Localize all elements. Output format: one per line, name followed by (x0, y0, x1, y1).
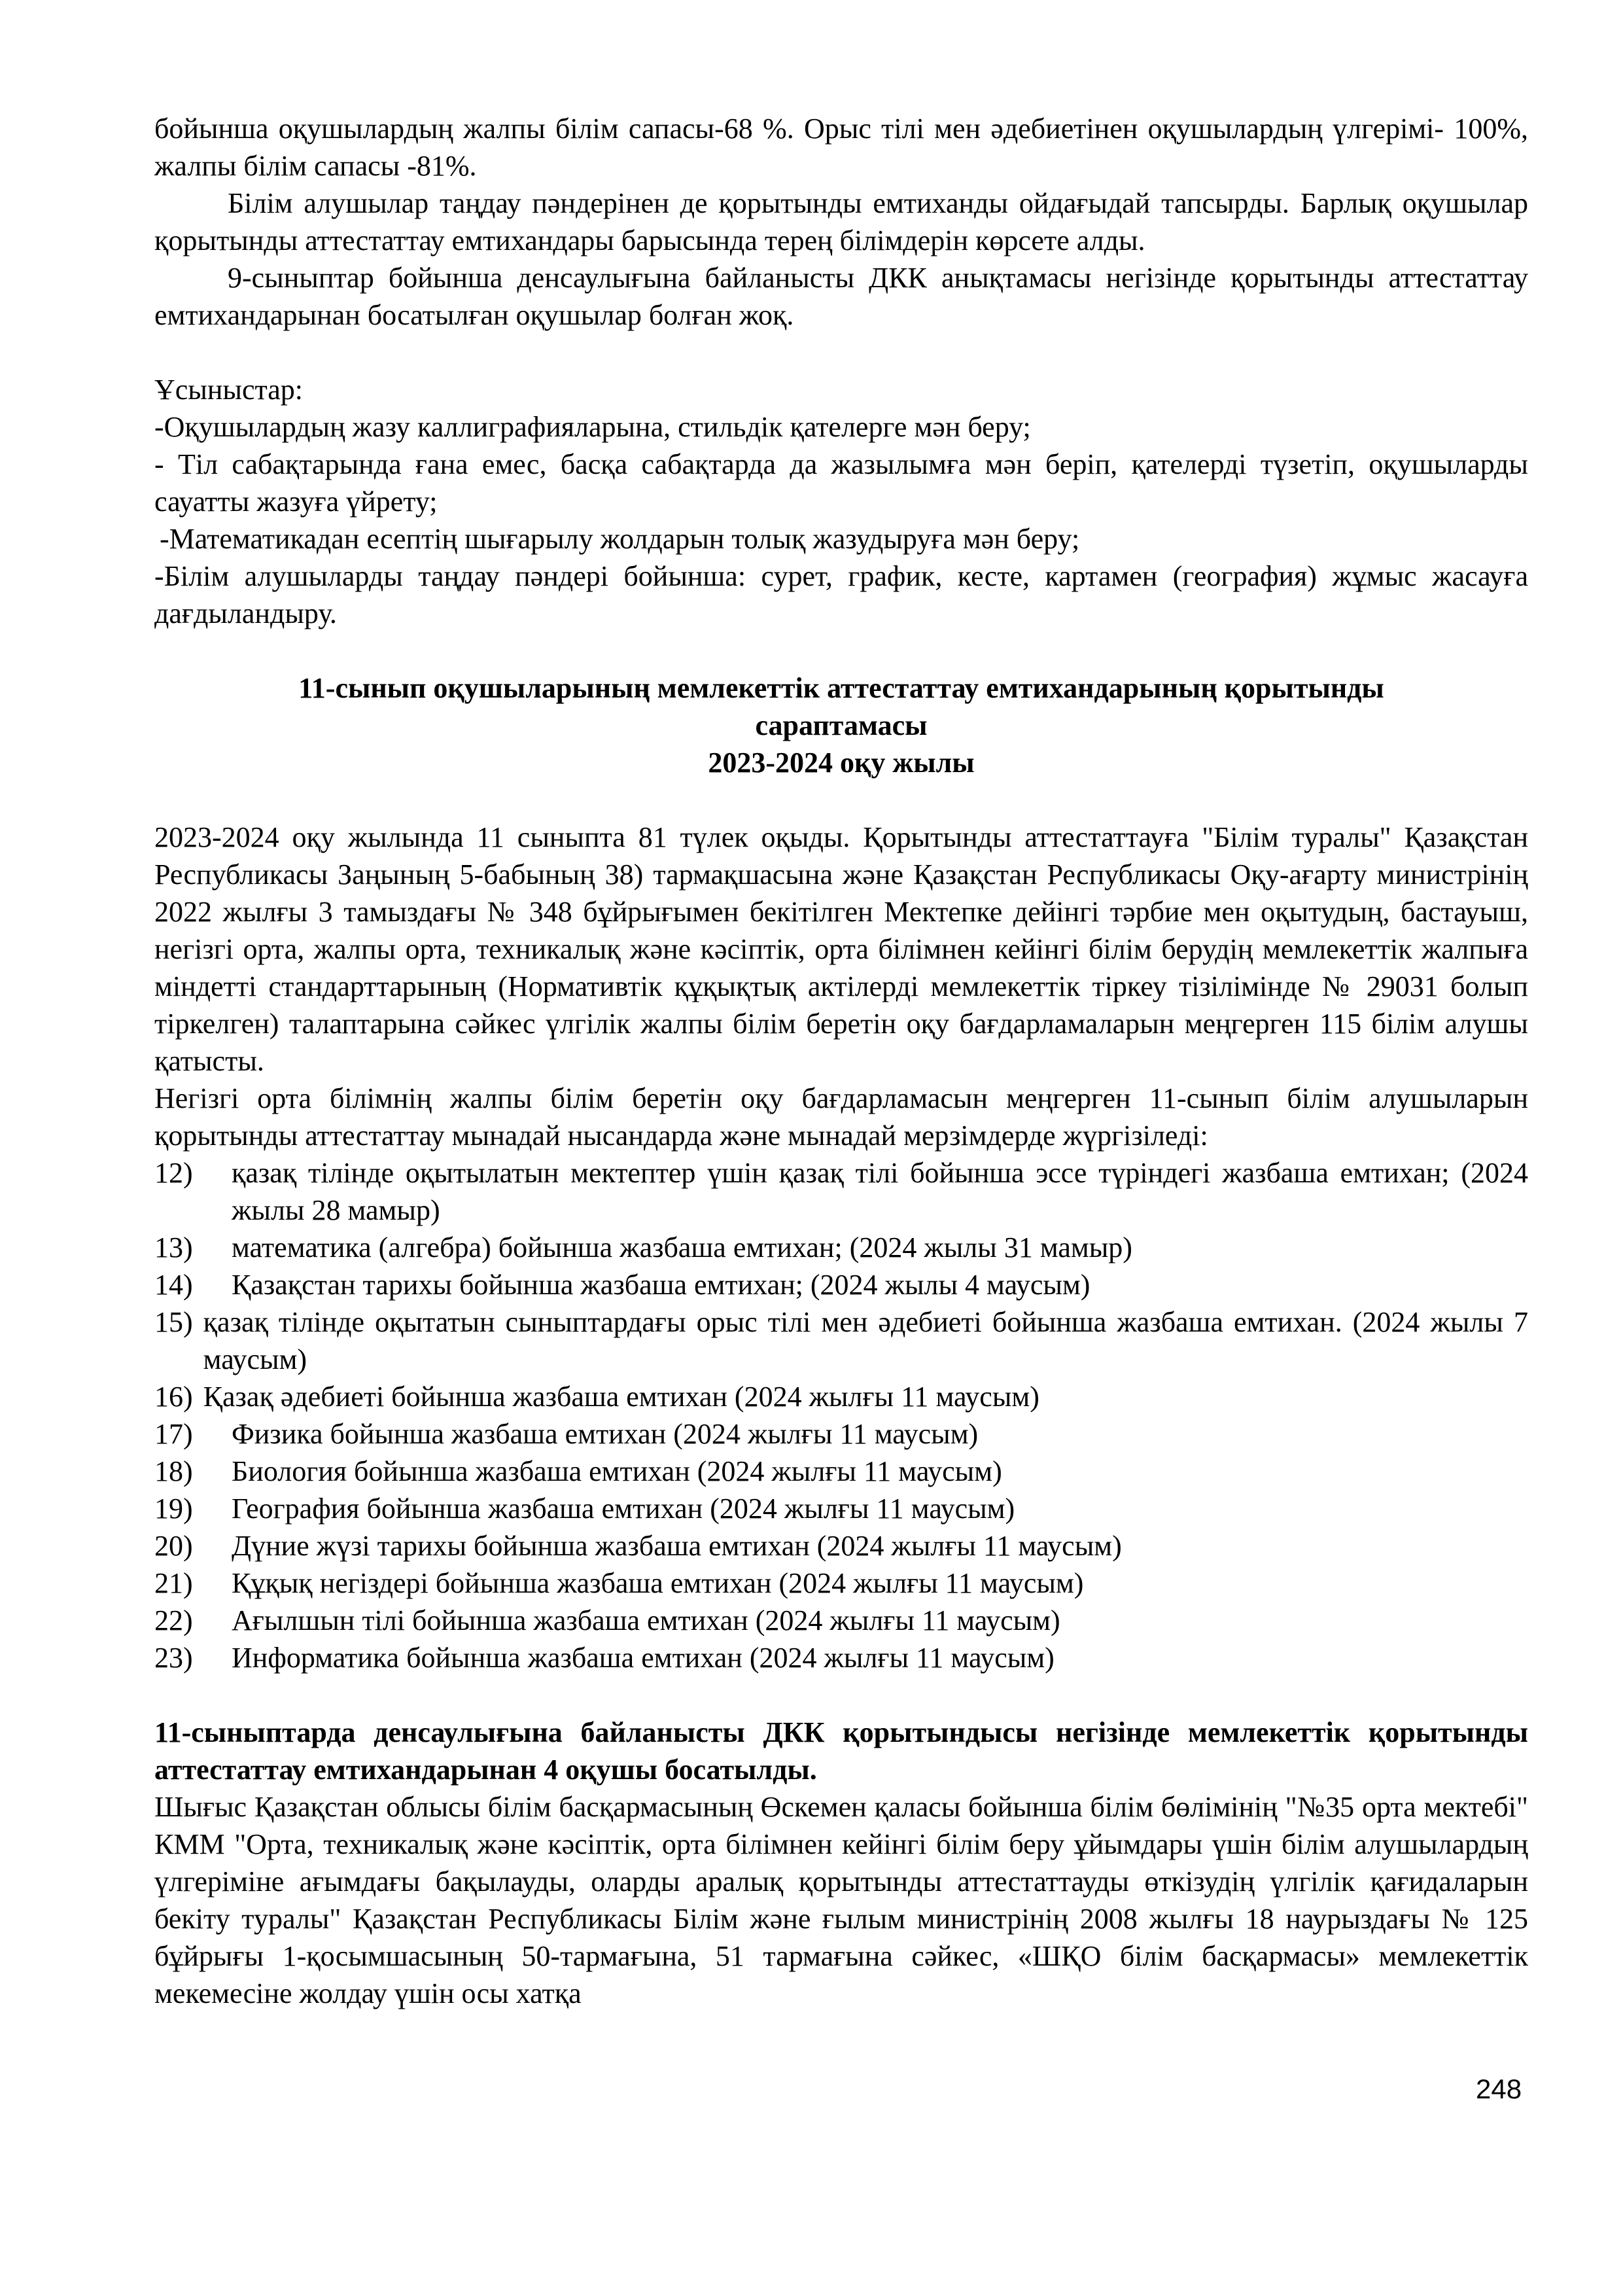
exam-list (154, 1154, 1528, 1676)
exam-text: Құқық негіздері бойынша жазбаша емтихан (2024 жылғы 11 маусым) (232, 1567, 1084, 1599)
exam-list-item (154, 1490, 1528, 1527)
exam-list-item (154, 1415, 1528, 1453)
exam-number: 19) (154, 1492, 193, 1525)
exemption-statement: 11-сыныптарда денсаулығына байланысты ДКК қорытындысы негізінде мемлекеттік қорытынды аттестаттау емтихандарынан 4 оқушы босатылды. (154, 1716, 1528, 1786)
exam-list-item (154, 1564, 1528, 1602)
exam-number: 15) (154, 1306, 193, 1338)
section-heading-line-1: 11-сынып оқушыларының мемлекеттік аттестаттау емтихандарының қорытынды (298, 672, 1384, 704)
exam-list-item (154, 1453, 1528, 1490)
suggestions-title: Ұсыныстар: (154, 374, 304, 406)
exam-text: Дүние жүзі тарихы бойынша жазбаша емтихан (2024 жылғы 11 маусым) (232, 1530, 1122, 1562)
exam-list-item (154, 1378, 1528, 1415)
exam-list-item (154, 1229, 1528, 1266)
exam-list-item (154, 1154, 1528, 1229)
spacer (154, 1676, 1528, 1714)
intro-paragraph-2: Білім алушылар таңдау пәндерінен де қорытынды емтиханды ойдағыдай тапсырды. Барлық оқушылар қорытынды аттестаттау емтихандары барысында терең білімдерін көрсете алды. (154, 187, 1528, 256)
exam-list-item (154, 1639, 1528, 1676)
exam-number: 22) (154, 1604, 193, 1636)
exam-text: Биология бойынша жазбаша емтихан (2024 жылғы 11 маусым) (232, 1455, 1002, 1487)
exam-number: 13) (154, 1231, 193, 1263)
exam-number: 16) (154, 1381, 193, 1413)
exam-number: 23) (154, 1642, 193, 1674)
section-heading-year: 2023-2024 оқу жылы (708, 747, 975, 779)
exam-list-item (154, 1303, 1528, 1378)
exam-text: Қазақ әдебиеті бойынша жазбаша емтихан (2024 жылғы 11 маусым) (203, 1381, 1039, 1413)
exam-text: Информатика бойынша жазбаша емтихан (2024 жылғы 11 маусым) (232, 1642, 1055, 1674)
document-page (154, 110, 1528, 2012)
exam-text: қазақ тілінде оқытылатын мектептер үшін қазақ тілі бойынша эссе түріндегі жазбаша емтихан; (2024 жылы 28 мамыр) (232, 1157, 1528, 1226)
exam-text: Физика бойынша жазбаша емтихан (2024 жылғы 11 маусым) (232, 1418, 979, 1450)
exam-number: 21) (154, 1567, 193, 1599)
exam-text: қазақ тілінде оқытатын сыныптардағы орыс тілі мен әдебиеті бойынша жазбаша емтихан. (2024 жылы 7 маусым) (203, 1306, 1528, 1375)
spacer (154, 781, 1528, 819)
intro-paragraph-3: 9-сыныптар бойынша денсаулығына байланысты ДКК анықтамасы негізінде қорытынды аттестаттау емтихандарынан босатылған оқушылар болған жоқ. (154, 262, 1528, 331)
exam-number: 12) (154, 1157, 193, 1189)
exam-text: География бойынша жазбаша емтихан (2024 жылғы 11 маусым) (232, 1492, 1015, 1525)
intro-paragraph-1: бойынша оқушылардың жалпы білім сапасы-68 %. Орыс тілі мен әдебиетінен оқушылардың үлгерімі- 100%, жалпы білім сапасы -81%. (154, 113, 1528, 182)
exam-list-item (154, 1527, 1528, 1564)
section-heading-line-2: сараптамасы (755, 709, 928, 741)
exam-list-item (154, 1266, 1528, 1303)
exam-number: 18) (154, 1455, 193, 1487)
suggestion-item: -Оқушылардың жазу каллиграфияларына, стильдік қателерге мән беру; (154, 411, 1031, 443)
exam-number: 20) (154, 1530, 193, 1562)
page-number: 248 (1476, 2074, 1522, 2104)
spacer (154, 632, 1528, 669)
exam-number: 17) (154, 1418, 193, 1450)
body-paragraph-1: 2023-2024 оқу жылында 11 сыныпта 81 түлек оқыды. Қорытынды аттестаттауға "Білім туралы" Қазақстан Республикасы Заңының 5-бабының 38) тармақшасына және Қазақстан Республикасы Оқу-ағарту министрінің 2022 жылғы 3 тамыздағы № 348 бұйрығымен бекітілген Мектепке дейінгі тәрбие мен оқытудың, бастауыш, негізгі орта, жалпы орта, техникалық және кәсіптік, орта білімнен кейінгі білім берудің мемлекеттік жалпыға міндетті стандарттарының (Нормативтік құқықтық актілерді мемлекеттік тіркеу тізілімінде № 29031 болып тіркелген) талаптарына сәйкес үлгілік жалпы білім беретін оқу бағдарламаларын меңгерген 115 білім алушы қатысты. (154, 821, 1528, 1077)
exam-number: 14) (154, 1269, 193, 1301)
suggestion-item: -Білім алушыларды таңдау пәндері бойынша: сурет, график, кесте, картамен (география) жұмыс жасауға дағдыландыру. (154, 560, 1528, 629)
spacer (154, 334, 1528, 371)
exam-list-item (154, 1602, 1528, 1639)
exam-text: Ағылшын тілі бойынша жазбаша емтихан (2024 жылғы 11 маусым) (232, 1604, 1060, 1636)
suggestion-item: - Тіл сабақтарында ғана емес, басқа сабақтарда да жазылымға мән беріп, қателерді түзетіп, оқушыларды сауатты жазуға үйрету; (154, 448, 1528, 518)
exam-text: Қазақстан тарихы бойынша жазбаша емтихан; (2024 жылы 4 маусым) (232, 1269, 1091, 1301)
exemption-paragraph: Шығыс Қазақстан облысы білім басқармасының Өскемен қаласы бойынша білім бөлімінің "№35 орта мектебі" КММ "Орта, техникалық және кәсіптік, орта білімнен кейінгі білім беру ұйымдары үшін білім алушылардың үлгеріміне ағымдағы бақылауды, оларды аралық қорытынды аттестаттауды өткізудің үлгілік қағидаларын бекіту туралы" Қазақстан Республикасы Білім және ғылым министрінің 2008 жылғы 18 наурыздағы № 125 бұйрығы 1-қосымшасының 50-тармағына, 51 тармағына сәйкес, «ШҚО білім басқармасы» мемлекеттік мекемесіне жолдау үшін осы хатқа (154, 1791, 1528, 2009)
exam-text: математика (алгебра) бойынша жазбаша емтихан; (2024 жылы 31 мамыр) (232, 1231, 1132, 1263)
body-paragraph-2: Негізгі орта білімнің жалпы білім беретін оқу бағдарламасын меңгерген 11-сынып білім алушыларын қорытынды аттестаттау мынадай нысандарда және мынадай мерзімдерде жүргізіледі: (154, 1082, 1528, 1152)
suggestion-item: -Математикадан есептің шығарылу жолдарын толық жазудыруға мән беру; (160, 523, 1080, 555)
